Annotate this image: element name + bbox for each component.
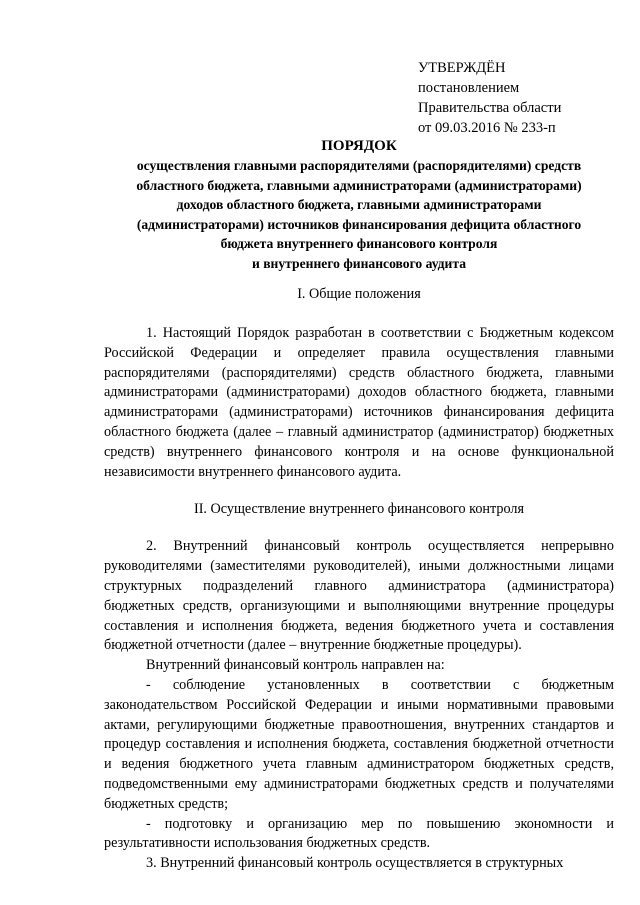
document-title: [104, 136, 614, 274]
section-2-paragraph-4: - подготовку и организацию мер по повышению экономности и результативности использования бюджетных средств.: [104, 815, 614, 852]
section-2-paragraph-1: 2. Внутренний финансовый контроль осуществляется непрерывно руководителями (заместителями руководителей), иными должностными лицами структурных подразделений главного администратора (администратора) бюджетных средств, организующими и выполняющими внутренние процедуры составления и исполнения бюджета, ведения бюджетного учета и составления бюджетной отчетности (далее – внутренние бюджетные процедуры).: [104, 538, 614, 654]
title-line-6: и внутреннего финансового аудита: [251, 255, 467, 271]
section-1-paragraph-1: 1. Настоящий Порядок разработан в соответствии с Бюджетным кодексом Российской Федерации и определяет правила осуществления главными распорядителями (распорядителями) средств областного бюджета, главными администраторами (администраторами) доходов областного бюджета, главными администраторами (администраторами) источников финансирования дефицита областного бюджета (далее – главный администратор (администратор) бюджетных средств) внутреннего финансового контроля и на основе функциональной независимости внутреннего финансового аудита.: [104, 325, 614, 480]
approval-line-1: УТВЕРЖДЁН: [418, 60, 506, 76]
section-2-paragraph-2: Внутренний финансовый контроль направлен на:: [146, 657, 445, 674]
section-1-heading: I. Общие положения: [297, 286, 421, 302]
approval-line-4: от 09.03.2016 № 233-п: [418, 120, 556, 136]
title-line-3: доходов областного бюджета, главными администраторами: [176, 197, 542, 213]
title-main: ПОРЯДОК: [321, 138, 397, 154]
section-2-paragraph-5: 3. Внутренний финансовый контроль осуществляется в структурных: [146, 855, 564, 872]
title-line-2: областного бюджета, главными администраторами (администраторами): [136, 177, 582, 193]
section-2-heading: II. Осуществление внутреннего финансового контроля: [193, 501, 525, 518]
title-line-5: бюджета внутреннего финансового контроля: [220, 236, 498, 252]
document-body: [104, 284, 614, 874]
approval-line-2: постановлением: [418, 80, 520, 96]
section-2-paragraph-3: - соблюдение установленных в соответствии с бюджетным законодательством Российской Федерации и иными нормативными правовыми актами, регулирующими бюджетные правоотношения, внутренних стандартов и процедур составления и исполнения бюджета, составления бюджетной отчетности и ведения бюджетного учета главным администратором бюджетных средств, подведомственными ему администраторами бюджетных средств и получателями бюджетных средств;: [104, 676, 614, 812]
title-line-4: (администраторами) источников финансирования дефицита областного: [136, 216, 582, 232]
approval-stamp: [418, 58, 561, 138]
approval-line-3: Правительства области: [418, 100, 562, 116]
title-line-1: осуществления главными распорядителями (распорядителями) средств: [136, 158, 582, 173]
